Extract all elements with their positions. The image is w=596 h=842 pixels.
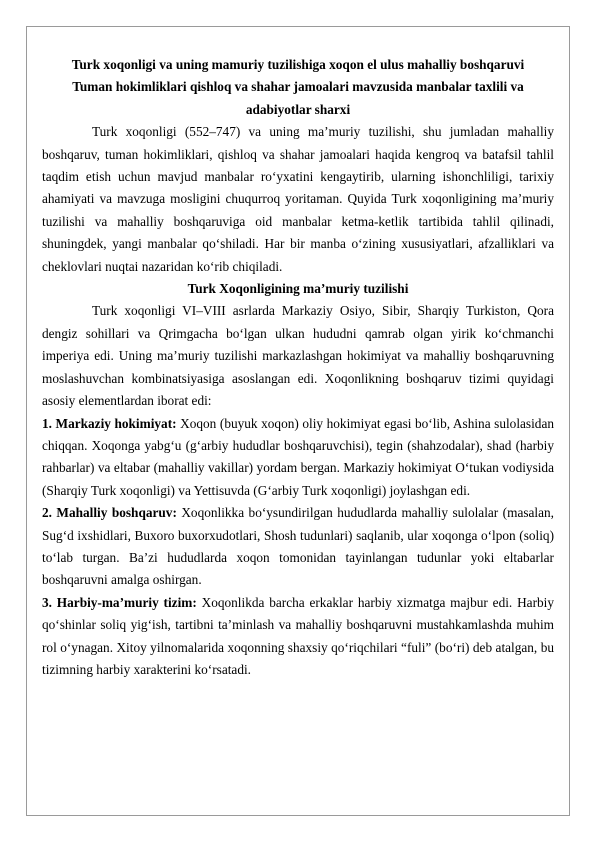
document-title-line-1: Turk xoqonligi va uning mamuriy tuzilishiga xoqon el ulus mahalliy boshqaruvi [71, 57, 525, 72]
document-title-line-3: adabiyotlar sharxi [245, 101, 351, 117]
list-item-label: 3. Harbiy-ma’muriy tizim: [42, 594, 197, 610]
list-item-label: 1. Markaziy hokimiyat: [42, 415, 177, 431]
list-item-text: Xoqonlikda barcha erkaklar harbiy xizmatga majbur edi. Harbiy qo‘shinlar soliq yig‘ish, tartibni ta’minlash va mahalliy boshqaruvni mustahkamlashda muhim rol o‘ynagan. Xitoy yilnomalarida xoqonning shaxsiy qo‘riqchilari “fuli” (bo‘ri) deb atalgan, bu tizimning harbiy xarakterini ko‘rsatadi. [42, 594, 554, 677]
list-item-text: Xoqon (buyuk xoqon) oliy hokimiyat egasi bo‘lib, Ashina sulolasidan chiqqan. Xoqonga yabg‘u (g‘arbiy hududlar boshqaruvchisi), tegin (shahzodalar), shad (harbiy rahbarlar) va eltabar (mahalliy vakillar) yordam bergan. Markaziy hokimiyat O‘tukan vodiysida (Sharqiy Turk xoqonligi) va Yettisuvda (G‘arbiy Turk xoqonligi) joylashgan edi. [42, 415, 554, 498]
document-body [42, 54, 554, 681]
section-heading: Turk Xoqonligining ma’muriy tuzilishi [187, 281, 409, 297]
list-item-local-governance [42, 502, 554, 592]
list-item-military-system [42, 592, 554, 682]
intro-paragraph: Turk xoqonligi (552–747) va uning ma’muriy tuzilishi, shu jumladan mahalliy boshqaruv, tuman hokimliklari, qishloq va shahar jamoalari haqida kengroq va batafsil tahlil taqdim etish uchun mavjud manbalar ro‘yxatini kengaytirib, ularning ishonchliligi, tarixiy ahamiyati va mavzuga mosligini chuqurroq yoritaman. Quyida Turk xoqonligining ma’muriy tuzilishi va mahalliy boshqaruviga oid manbalar ketma-ketlik tartibida tahlil qilinadi, shuningdek, yangi manbalar qo‘shiladi. Har bir manba o‘zining xususiyatlari, afzalliklari va cheklovlari nuqtai nazaridan ko‘rib chiqiladi. [42, 124, 554, 274]
list-item-central-power [42, 413, 554, 503]
document-title-line-2: Tuman hokimliklari qishloq va shahar jamoalari mavzusida manbalar taxlili va [72, 79, 524, 95]
section-intro-paragraph: Turk xoqonligi VI–VIII asrlarda Markaziy Osiyo, Sibir, Sharqiy Turkiston, Qora dengiz sohillari va Qrimgacha bo‘lgan ulkan hududni qamrab olgan yirik ko‘chmanchi imperiya edi. Uning ma’muriy tuzilishi markazlashgan hokimiyat va mahalliy boshqaruvning moslashuvchan kombinatsiyasiga asoslangan edi. Xoqonlikning boshqaruv tizimi quyidagi asosiy elementlardan iborat edi: [42, 303, 554, 409]
list-item-label: 2. Mahalliy boshqaruv: [42, 505, 177, 521]
list-item-text: Xoqonlikka bo‘ysundirilgan hududlarda mahalliy sulolalar (masalan, Sug‘d ixshidlari, Buxoro buxorxudotlari, Shosh tudunlari) saqlanib, ular xoqonga o‘lpon (soliq) to‘lab turgan. Ba’zi hududlarda xoqon tomonidan tayinlangan tudunlar yoki eltabarlar boshqaruvni amalga oshirgan. [42, 505, 554, 588]
